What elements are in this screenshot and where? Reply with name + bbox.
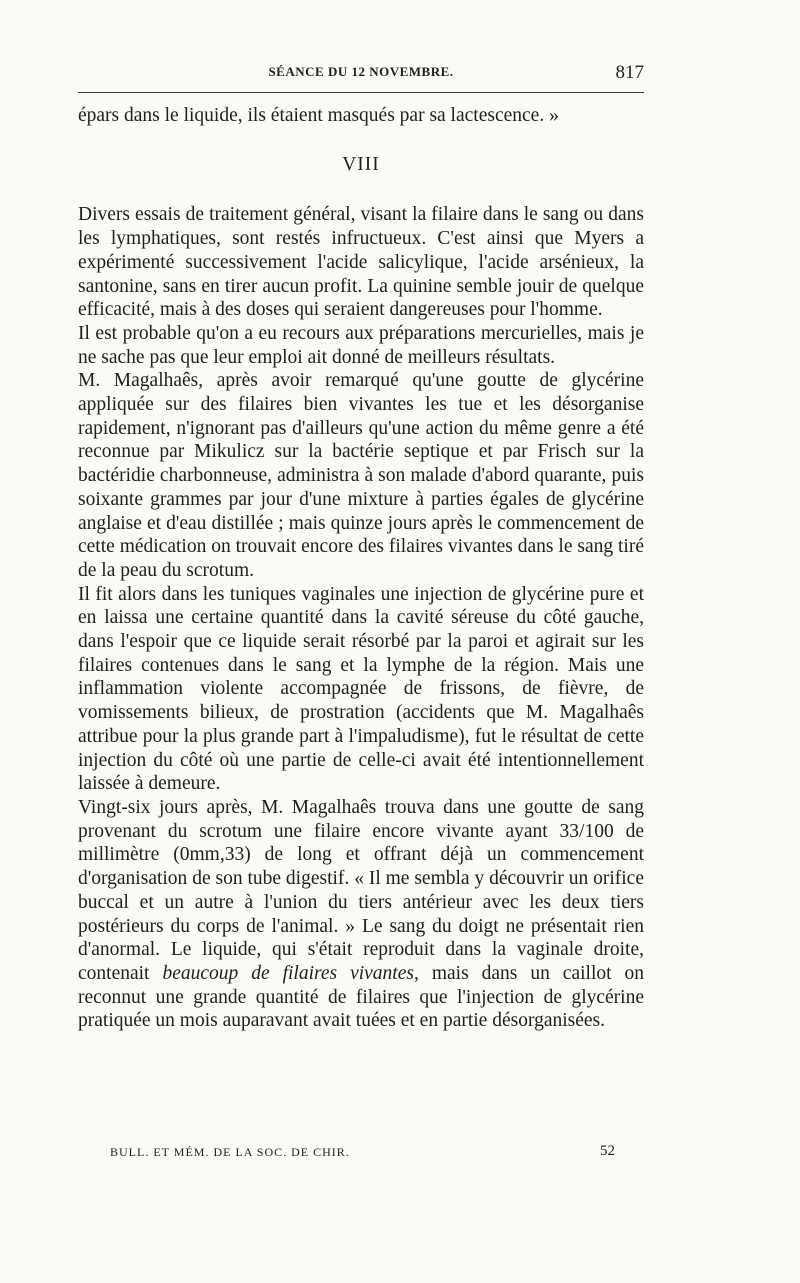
footer <box>110 1143 615 1163</box>
continued-line: épars dans le liquide, ils étaient masqués par sa lactescence. » <box>78 105 559 126</box>
footer-journal-title: BULL. ET MÉM. DE LA SOC. DE CHIR. <box>110 1145 350 1159</box>
page-number: 817 <box>615 62 644 83</box>
signature-mark: 52 <box>600 1143 615 1159</box>
paragraph-3: M. Magalhaês, après avoir remarqué qu'une goutte de glycérine appliquée sur des filaires bien vivantes les tue et les désorganise rapidement, n'ignorant pas d'ailleurs qu'une action du même genre a été reconnue par Mikulicz sur la bactérie septique et par Frisch sur la bactéridie charbonneuse, administra à son malade d'abord quarante, puis soixante grammes par jour d'une mixture à parties égales de glycérine anglaise et d'eau distillée ; mais quinze jours après le commencement de cette médication on trouvait encore des filaires vivantes dans le sang tiré de la peau du scrotum. <box>78 370 644 581</box>
header-rule <box>78 92 644 93</box>
paragraph-4: Il fit alors dans les tuniques vaginales une injection de glycérine pure et en laissa une certaine quantité dans la cavité séreuse du côté gauche, dans l'espoir que ce liquide serait résorbé par la paroi et agirait sur les filaires contenues dans le sang et la lymphe de la région. Mais une inflammation violente accompagnée de frissons, de fièvre, de vomissements bilieux, de prostration (accidents que M. Magalhaês attribue pour la plus grande part à l'impaludisme), fut le résultat de cette injection du côté où une partie de celle-ci avait été intentionnellement laissée à demeure. <box>78 583 644 795</box>
section-heading: VIII <box>342 153 380 175</box>
paragraph-5-start: Vingt-six jours après, M. Magalhaês trouva dans une goutte de sang provenant du scrotum une filaire encore vivante ayant 33/100 de millimètre (0mm,33) de long et offrant déjà un commencement d'organisation de son tube digestif. « Il me sembla y découvrir un orifice buccal et un autre à l'union du tiers antérieur avec les deux tiers postérieurs du corps de l'animal. » Le sang du doigt ne présentait rien d'anormal. Le liquide, qui s'était reproduit dans la vaginale droite, contenait <box>78 796 644 984</box>
running-title: SÉANCE DU 12 NOVEMBRE. <box>268 64 454 79</box>
italic-emphasis: beaucoup de filaires vivantes, <box>162 962 419 984</box>
paragraph-2: Il est probable qu'on a eu recours aux préparations mercurielles, mais je ne sache pas que leur emploi ait donné de meilleurs résultats. <box>78 322 644 368</box>
paragraph-1: Divers essais de traitement général, visant la filaire dans le sang ou dans les lymphatiques, sont restés infructueux. C'est ainsi que Myers a expérimenté successivement l'acide salicylique, l'acide arsénieux, la santonine, sans en tirer aucun profit. La quinine semble jouir de quelque efficacité, mais à des doses qui seraient dangereuses pour l'homme. <box>78 204 644 321</box>
running-head <box>78 62 644 82</box>
paragraph-5 <box>78 796 644 1033</box>
paragraph-5-end: mais dans un caillot on reconnut une grande quantité de filaires que l'injection de glycérine pratiquée un mois auparavant avait tuées et en partie désorganisées. <box>78 962 644 1032</box>
body-text <box>78 104 644 1033</box>
